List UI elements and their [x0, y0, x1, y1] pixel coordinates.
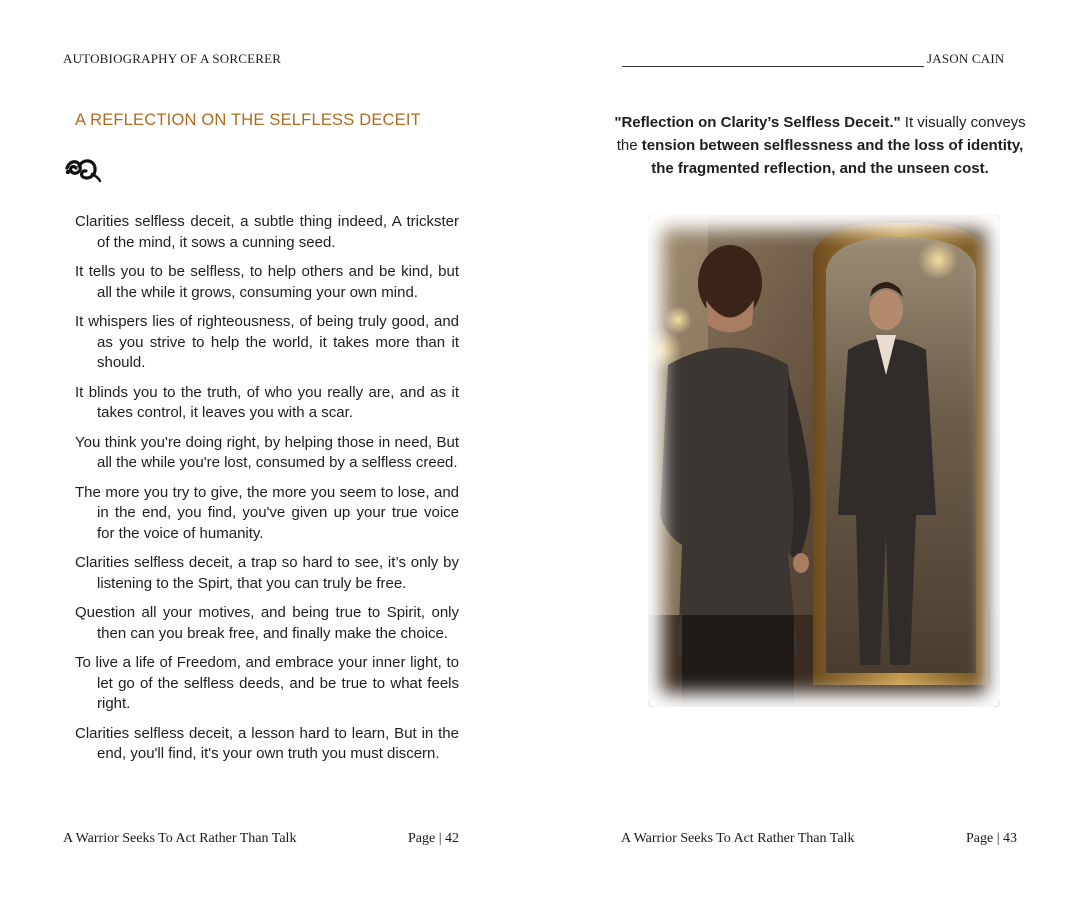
caption-text: It visually conveys the [616, 114, 1026, 154]
running-head-left: AUTOBIOGRAPHY OF A SORCERER [63, 51, 282, 66]
running-head-right: JASON CAIN [927, 51, 1005, 66]
header-rule [622, 66, 924, 67]
footer-title-left: A Warrior Seeks To Act Rather Than Talk [63, 831, 297, 846]
fleuron-icon [62, 154, 102, 184]
footer-title-right: A Warrior Seeks To Act Rather Than Talk [621, 831, 855, 846]
poem-stanza: It tells you to be selfless, to help others and be kind, but all the while it grows, consuming your own mind. [75, 263, 459, 301]
poem-stanza: You think you're doing right, by helping those in need, But all the while you're lost, consumed by a selfless creed. [75, 433, 459, 471]
man-mirror-reflection-image [648, 215, 1000, 707]
page-number-right: Page | 43 [966, 831, 1018, 846]
poem-stanza: Question all your motives, and being true to Spirit, only then can you break free, and finally make the choice. [75, 604, 459, 642]
poem-stanza: To live a life of Freedom, and embrace your inner light, to let go of the selfless deeds, and be true to what feels right. [75, 654, 459, 712]
caption-title: "Reflection on Clarity’s Selfless Deceit." [614, 114, 901, 131]
poem-stanza: Clarities selfless deceit, a trap so hard to see, it’s only by listening to the Spirt, that you can truly be free. [75, 554, 459, 592]
poem-stanza: Clarities selfless deceit, a lesson hard to learn, But in the end, you'll find, it's your own truth you must discern. [75, 724, 459, 762]
caption-emphasis: tension between selflessness and the loss of identity, the fragmented reflection, and the unseen cost. [641, 137, 1024, 177]
right-page [540, 0, 1080, 900]
poem-stanza: The more you try to give, the more you seem to lose, and in the end, you find, you've given up your true voice for the voice of humanity. [75, 483, 459, 542]
poem-stanza: It blinds you to the truth, of who you really are, and as it takes control, it leaves you with a scar. [75, 383, 459, 421]
section-title: A REFLECTION ON THE SELFLESS DECEIT [75, 111, 421, 129]
figure-caption [610, 111, 1030, 180]
poem-stanza: It whispers lies of righteousness, of being truly good, and as you strive to help the world, it takes more than it should. [75, 313, 459, 371]
illustration [648, 215, 1000, 707]
page-number-left: Page | 42 [408, 831, 460, 846]
poem-body [75, 212, 459, 774]
poem-stanza: Clarities selfless deceit, a subtle thing indeed, A trickster of the mind, it sows a cunning seed. [75, 213, 459, 251]
